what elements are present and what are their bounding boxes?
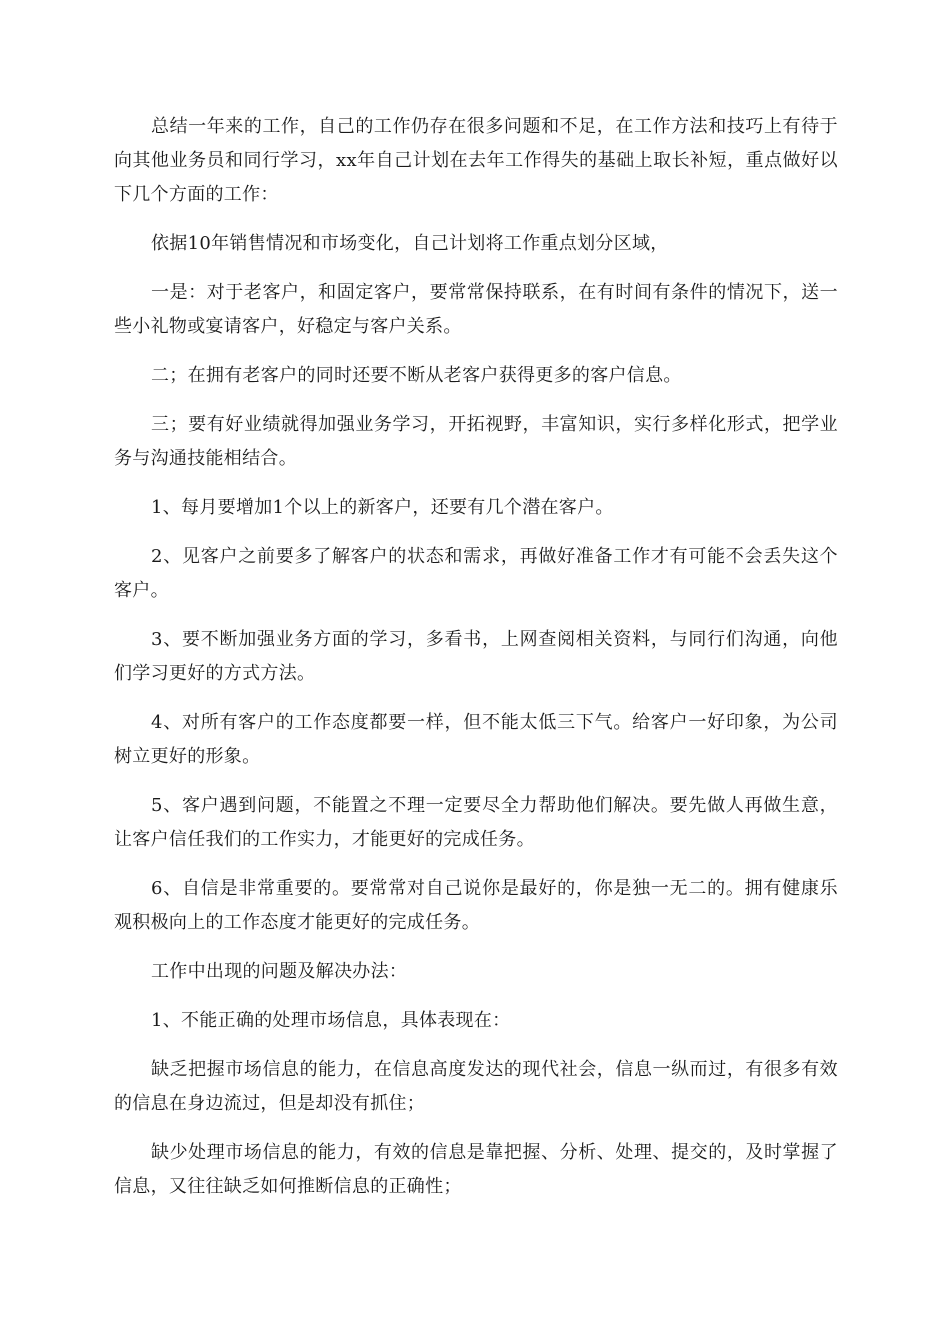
paragraph-lack-grasp: 缺乏把握市场信息的能力，在信息高度发达的现代社会，信息一纵而过，有很多有效的信息在身边流过，但是却没有抓住； xyxy=(114,1059,838,1114)
list-item-4: 4、对所有客户的工作态度都要一样，但不能太低三下气。给客户一好印象，为公司树立更好的形象。 xyxy=(114,712,838,767)
list-item-6: 6、自信是非常重要的。要常常对自己说你是最好的，你是独一无二的。拥有健康乐观积极向上的工作态度才能更好的完成任务。 xyxy=(114,878,838,933)
paragraph-point-three: 三；要有好业绩就得加强业务学习，开拓视野，丰富知识，实行多样化形式，把学业务与沟通技能相结合。 xyxy=(114,414,838,469)
list-item-2: 2、见客户之前要多了解客户的状态和需求，再做好准备工作才有可能不会丢失这个客户。 xyxy=(114,546,838,601)
list-item-1: 1、每月要增加1个以上的新客户，还要有几个潜在客户。 xyxy=(151,497,614,518)
paragraph-lack-processing: 缺少处理市场信息的能力，有效的信息是靠把握、分析、处理、提交的，及时掌握了信息，又往往缺乏如何推断信息的正确性； xyxy=(114,1142,838,1197)
section-heading-problems: 工作中出现的问题及解决办法： xyxy=(151,961,408,982)
problem-item-1: 1、不能正确的处理市场信息，具体表现在： xyxy=(151,1010,511,1031)
list-item-5: 5、客户遇到问题，不能置之不理一定要尽全力帮助他们解决。要先做人再做生意，让客户信任我们的工作实力，才能更好的完成任务。 xyxy=(114,795,838,850)
document-body xyxy=(114,110,838,1219)
paragraph-region-plan: 依据10年销售情况和市场变化，自己计划将工作重点划分区域， xyxy=(151,233,669,254)
list-item-3: 3、要不断加强业务方面的学习，多看书，上网查阅相关资料，与同行们沟通，向他们学习更好的方式方法。 xyxy=(114,629,838,684)
paragraph-summary: 总结一年来的工作，自己的工作仍存在很多问题和不足，在工作方法和技巧上有待于向其他业务员和同行学习，xx年自己计划在去年工作得失的基础上取长补短，重点做好以下几个方面的工作： xyxy=(114,116,838,205)
paragraph-point-two: 二；在拥有老客户的同时还要不断从老客户获得更多的客户信息。 xyxy=(151,365,682,386)
paragraph-point-one: 一是：对于老客户，和固定客户，要常常保持联系，在有时间有条件的情况下，送一些小礼物或宴请客户，好稳定与客户关系。 xyxy=(114,282,838,337)
